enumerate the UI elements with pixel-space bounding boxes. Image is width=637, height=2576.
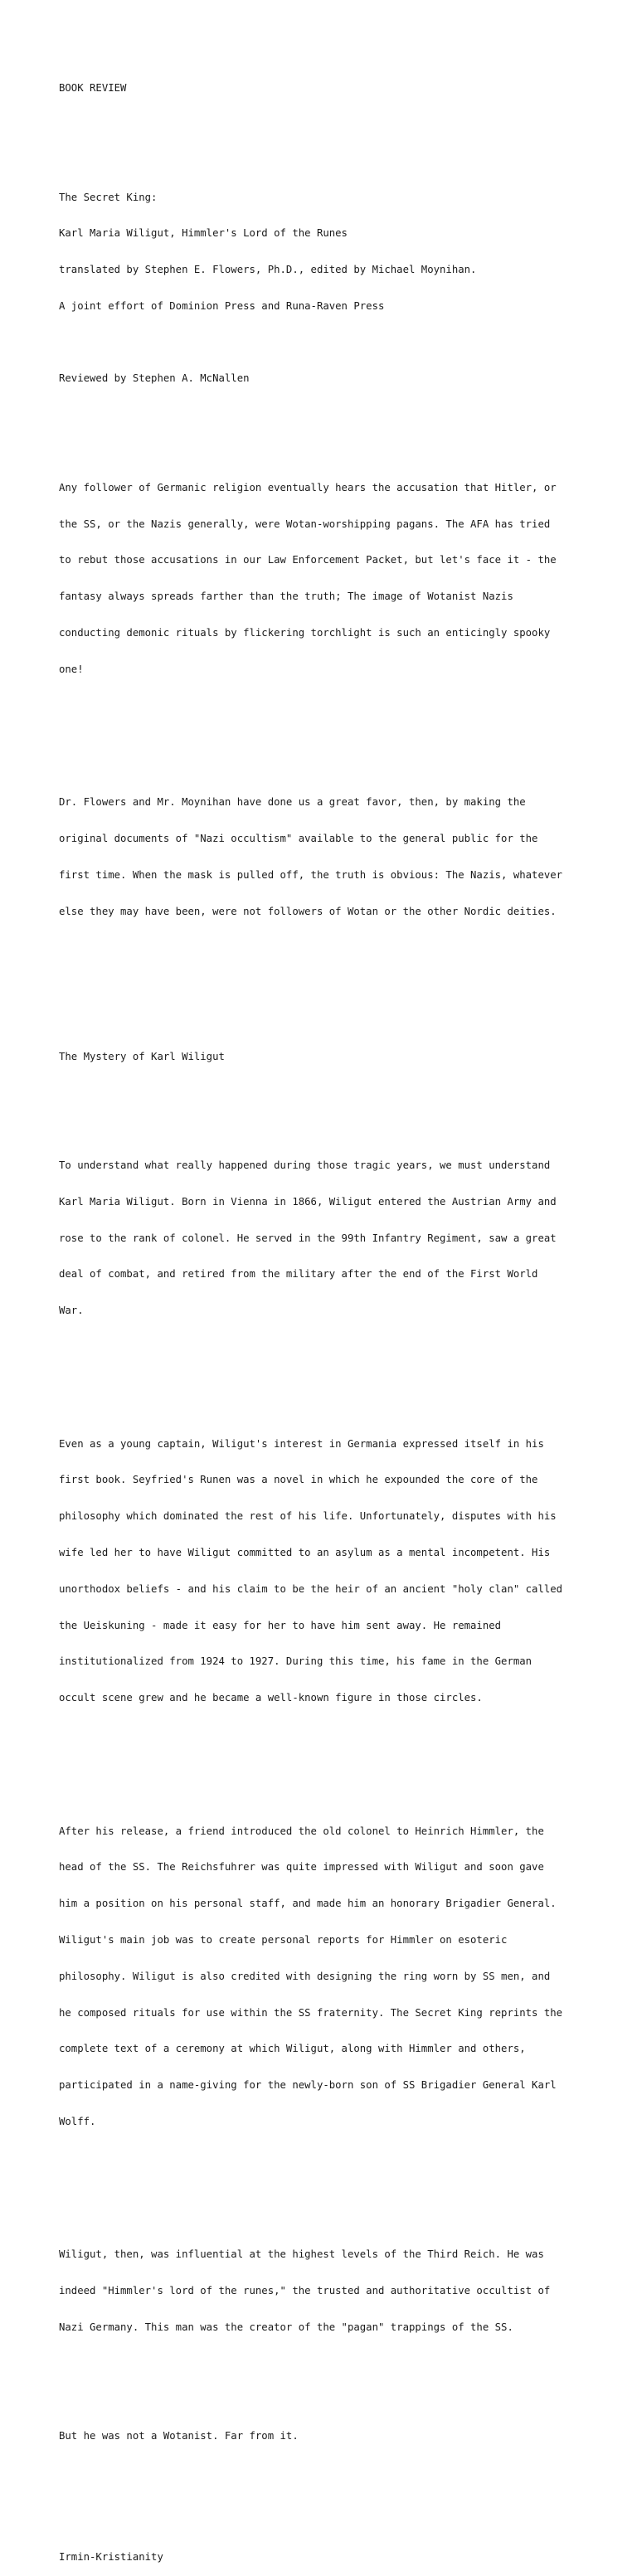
- paragraph-line: the SS, or the Nazis generally, were Wotan-worshipping pagans. The AFA has tried: [59, 518, 551, 530]
- paragraph-line: first book. Seyfried's Runen was a novel in which he expounded the core of the: [59, 1474, 538, 1486]
- paragraph-line: he composed rituals for use within the SS fraternity. The Secret King reprints the: [59, 2006, 563, 2019]
- paragraph-5: [59, 1801, 590, 2152]
- paragraph-line: Wolff.: [59, 2115, 96, 2127]
- paragraph-line: original documents of "Nazi occultism" available to the general public for the: [59, 833, 538, 844]
- paragraph-line: him a position on his personal staff, and made him an honorary Brigadier General.: [59, 1898, 557, 1910]
- document-heading: BOOK REVIEW: [59, 82, 127, 95]
- paragraph-line: War.: [59, 1305, 84, 1317]
- paragraph-line: Wiligut's main job was to create personal reports for Himmler on esoteric: [59, 1934, 508, 1947]
- paragraph-line: philosophy which dominated the rest of his life. Unfortunately, disputes with his: [59, 1510, 557, 1523]
- paragraph-4: [59, 1414, 590, 1728]
- paragraph-line: else they may have been, were not followers of Wotan or the other Nordic deities.: [59, 905, 557, 917]
- paragraph-1: [59, 458, 590, 700]
- paragraph-line: conducting demonic rituals by flickering torchlight is such an enticingly spooky: [59, 626, 551, 639]
- paragraph-line: Any follower of Germanic religion eventually hears the accusation that Hitler, or: [59, 481, 557, 493]
- book-credits: translated by Stephen E. Flowers, Ph.D., edited by Michael Moynihan.: [59, 264, 477, 276]
- paragraph-line: participated in a name-giving for the newly-born son of SS Brigadier General Karl: [59, 2079, 557, 2092]
- paragraph-line: indeed "Himmler's lord of the runes," the trusted and authoritative occultist of: [59, 2285, 551, 2297]
- paragraph-line: unorthodox beliefs - and his claim to be the heir of an ancient "holy clan" called: [59, 1582, 563, 1595]
- paragraph-line: fantasy always spreads farther than the truth; The image of Wotanist Nazis: [59, 591, 513, 603]
- section-title-mystery: The Mystery of Karl Wiligut: [59, 1050, 225, 1062]
- paragraph-line: institutionalized from 1924 to 1927. During this time, his fame in the German: [59, 1655, 532, 1668]
- paragraph-line: To understand what really happened during those tragic years, we must understand: [59, 1159, 551, 1172]
- paragraph-line: to rebut those accusations in our Law Enforcement Packet, but let's face it - the: [59, 554, 557, 566]
- paragraph-3: [59, 1135, 590, 1341]
- paragraph-line: first time. When the mask is pulled off, the truth is obvious: The Nazis, whatever: [59, 868, 563, 881]
- paragraph-line: occult scene grew and he became a well-known figure in those circles.: [59, 1692, 483, 1704]
- paragraph-7: But he was not a Wotanist. Far from it.: [59, 2430, 299, 2442]
- paragraph-line: Nazi Germany. This man was the creator of the "pagan" trappings of the SS.: [59, 2321, 513, 2334]
- reviewer-line: Reviewed by Stephen A. McNallen: [59, 372, 250, 385]
- paragraph-line: Karl Maria Wiligut. Born in Vienna in 1866, Wiligut entered the Austrian Army and: [59, 1195, 557, 1208]
- paragraph-line: rose to the rank of colonel. He served in the 99th Infantry Regiment, saw a great: [59, 1232, 557, 1244]
- paragraph-6: [59, 2224, 590, 2358]
- paragraph-line: After his release, a friend introduced the old colonel to Heinrich Himmler, the: [59, 1825, 544, 1837]
- paragraph-line: Even as a young captain, Wiligut's interest in Germania expressed itself in his: [59, 1437, 544, 1450]
- paragraph-line: complete text of a ceremony at which Wiligut, along with Himmler and others,: [59, 2043, 526, 2055]
- paragraph-line: Wiligut, then, was influential at the highest levels of the Third Reich. He was: [59, 2248, 544, 2261]
- book-title-line-1: The Secret King:: [59, 191, 158, 203]
- paragraph-line: the Ueiskuning - made it easy for her to have him sent away. He remained: [59, 1619, 502, 1631]
- paragraph-line: Dr. Flowers and Mr. Moynihan have done us a great favor, then, by making the: [59, 796, 526, 809]
- paragraph-line: philosophy. Wiligut is also credited with designing the ring worn by SS men, and: [59, 1970, 551, 1982]
- paragraph-2: [59, 772, 590, 941]
- paragraph-line: wife led her to have Wiligut committed to an asylum as a mental incompetent. His: [59, 1547, 551, 1559]
- document-page: [59, 58, 590, 2576]
- paragraph-line: one!: [59, 663, 84, 675]
- section-title-irmin: Irmin-Kristianity: [59, 2551, 163, 2564]
- paragraph-line: deal of combat, and retired from the military after the end of the First World: [59, 1268, 538, 1281]
- book-title-line-2: Karl Maria Wiligut, Himmler's Lord of the Runes: [59, 227, 348, 240]
- paragraph-line: head of the SS. The Reichsfuhrer was quite impressed with Wiligut and soon gave: [59, 1861, 544, 1874]
- book-publishers: A joint effort of Dominion Press and Runa-Raven Press: [59, 299, 385, 312]
